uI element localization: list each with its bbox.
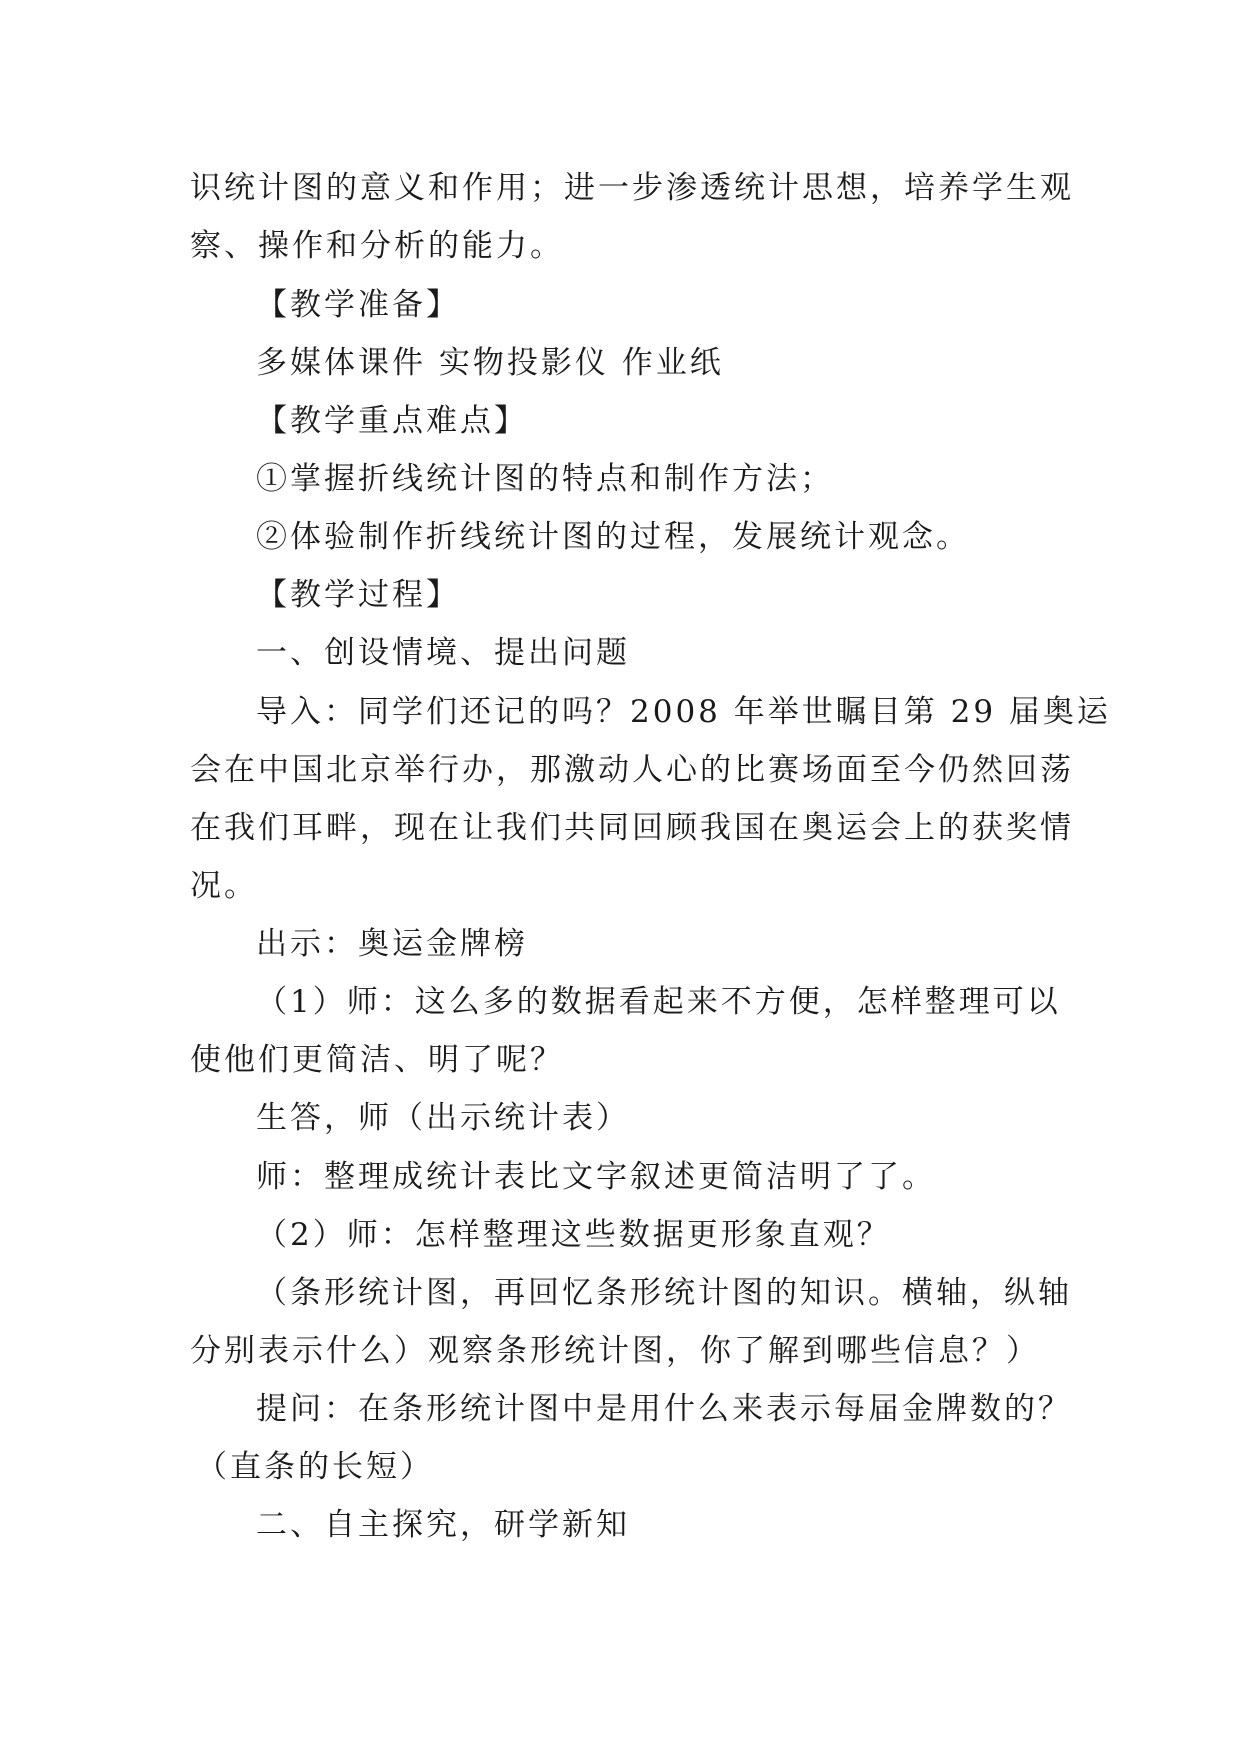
paragraph-line: 况。 bbox=[190, 868, 258, 904]
paragraph-line: 导入：同学们还记的吗？2008 年举世瞩目第 29 届奥运 bbox=[256, 694, 1111, 730]
section-heading: 【教学准备】 bbox=[256, 287, 460, 323]
list-item: ②体验制作折线统计图的过程，发展统计观念。 bbox=[256, 519, 970, 555]
paragraph-line: （直条的长短） bbox=[196, 1449, 434, 1485]
paragraph-line: 生答，师（出示统计表） bbox=[256, 1100, 630, 1136]
paragraph-line: 识统计图的意义和作用；进一步渗透统计思想，培养学生观 bbox=[190, 170, 1074, 206]
paragraph-line: 师：整理成统计表比文字叙述更简洁明了了。 bbox=[256, 1159, 936, 1195]
section-heading: 【教学重点难点】 bbox=[256, 403, 528, 439]
paragraph-line: 使他们更简洁、明了呢？ bbox=[190, 1042, 564, 1078]
paragraph-line: 分别表示什么）观察条形统计图，你了解到哪些信息？） bbox=[190, 1333, 1040, 1369]
paragraph-line: 会在中国北京举行办，那激动人心的比赛场面至今仍然回荡 bbox=[190, 752, 1074, 788]
paragraph-line: （1）师：这么多的数据看起来不方便，怎样整理可以 bbox=[256, 984, 1061, 1020]
paragraph-line: 多媒体课件 实物投影仪 作业纸 bbox=[256, 345, 724, 381]
paragraph-line: （条形统计图，再回忆条形统计图的知识。横轴，纵轴 bbox=[256, 1275, 1072, 1311]
paragraph-line: 提问：在条形统计图中是用什么来表示每届金牌数的？ bbox=[256, 1391, 1072, 1427]
section-heading: 【教学过程】 bbox=[256, 577, 460, 613]
paragraph-line: 出示：奥运金牌榜 bbox=[256, 926, 528, 962]
subsection-heading: 二、自主探究，研学新知 bbox=[256, 1507, 630, 1543]
list-item: ①掌握折线统计图的特点和制作方法； bbox=[256, 461, 834, 497]
paragraph-line: （2）师：怎样整理这些数据更形象直观？ bbox=[256, 1217, 891, 1253]
subsection-heading: 一、创设情境、提出问题 bbox=[256, 635, 630, 671]
paragraph-line: 察、操作和分析的能力。 bbox=[190, 228, 564, 264]
paragraph-line: 在我们耳畔，现在让我们共同回顾我国在奥运会上的获奖情 bbox=[190, 810, 1074, 846]
